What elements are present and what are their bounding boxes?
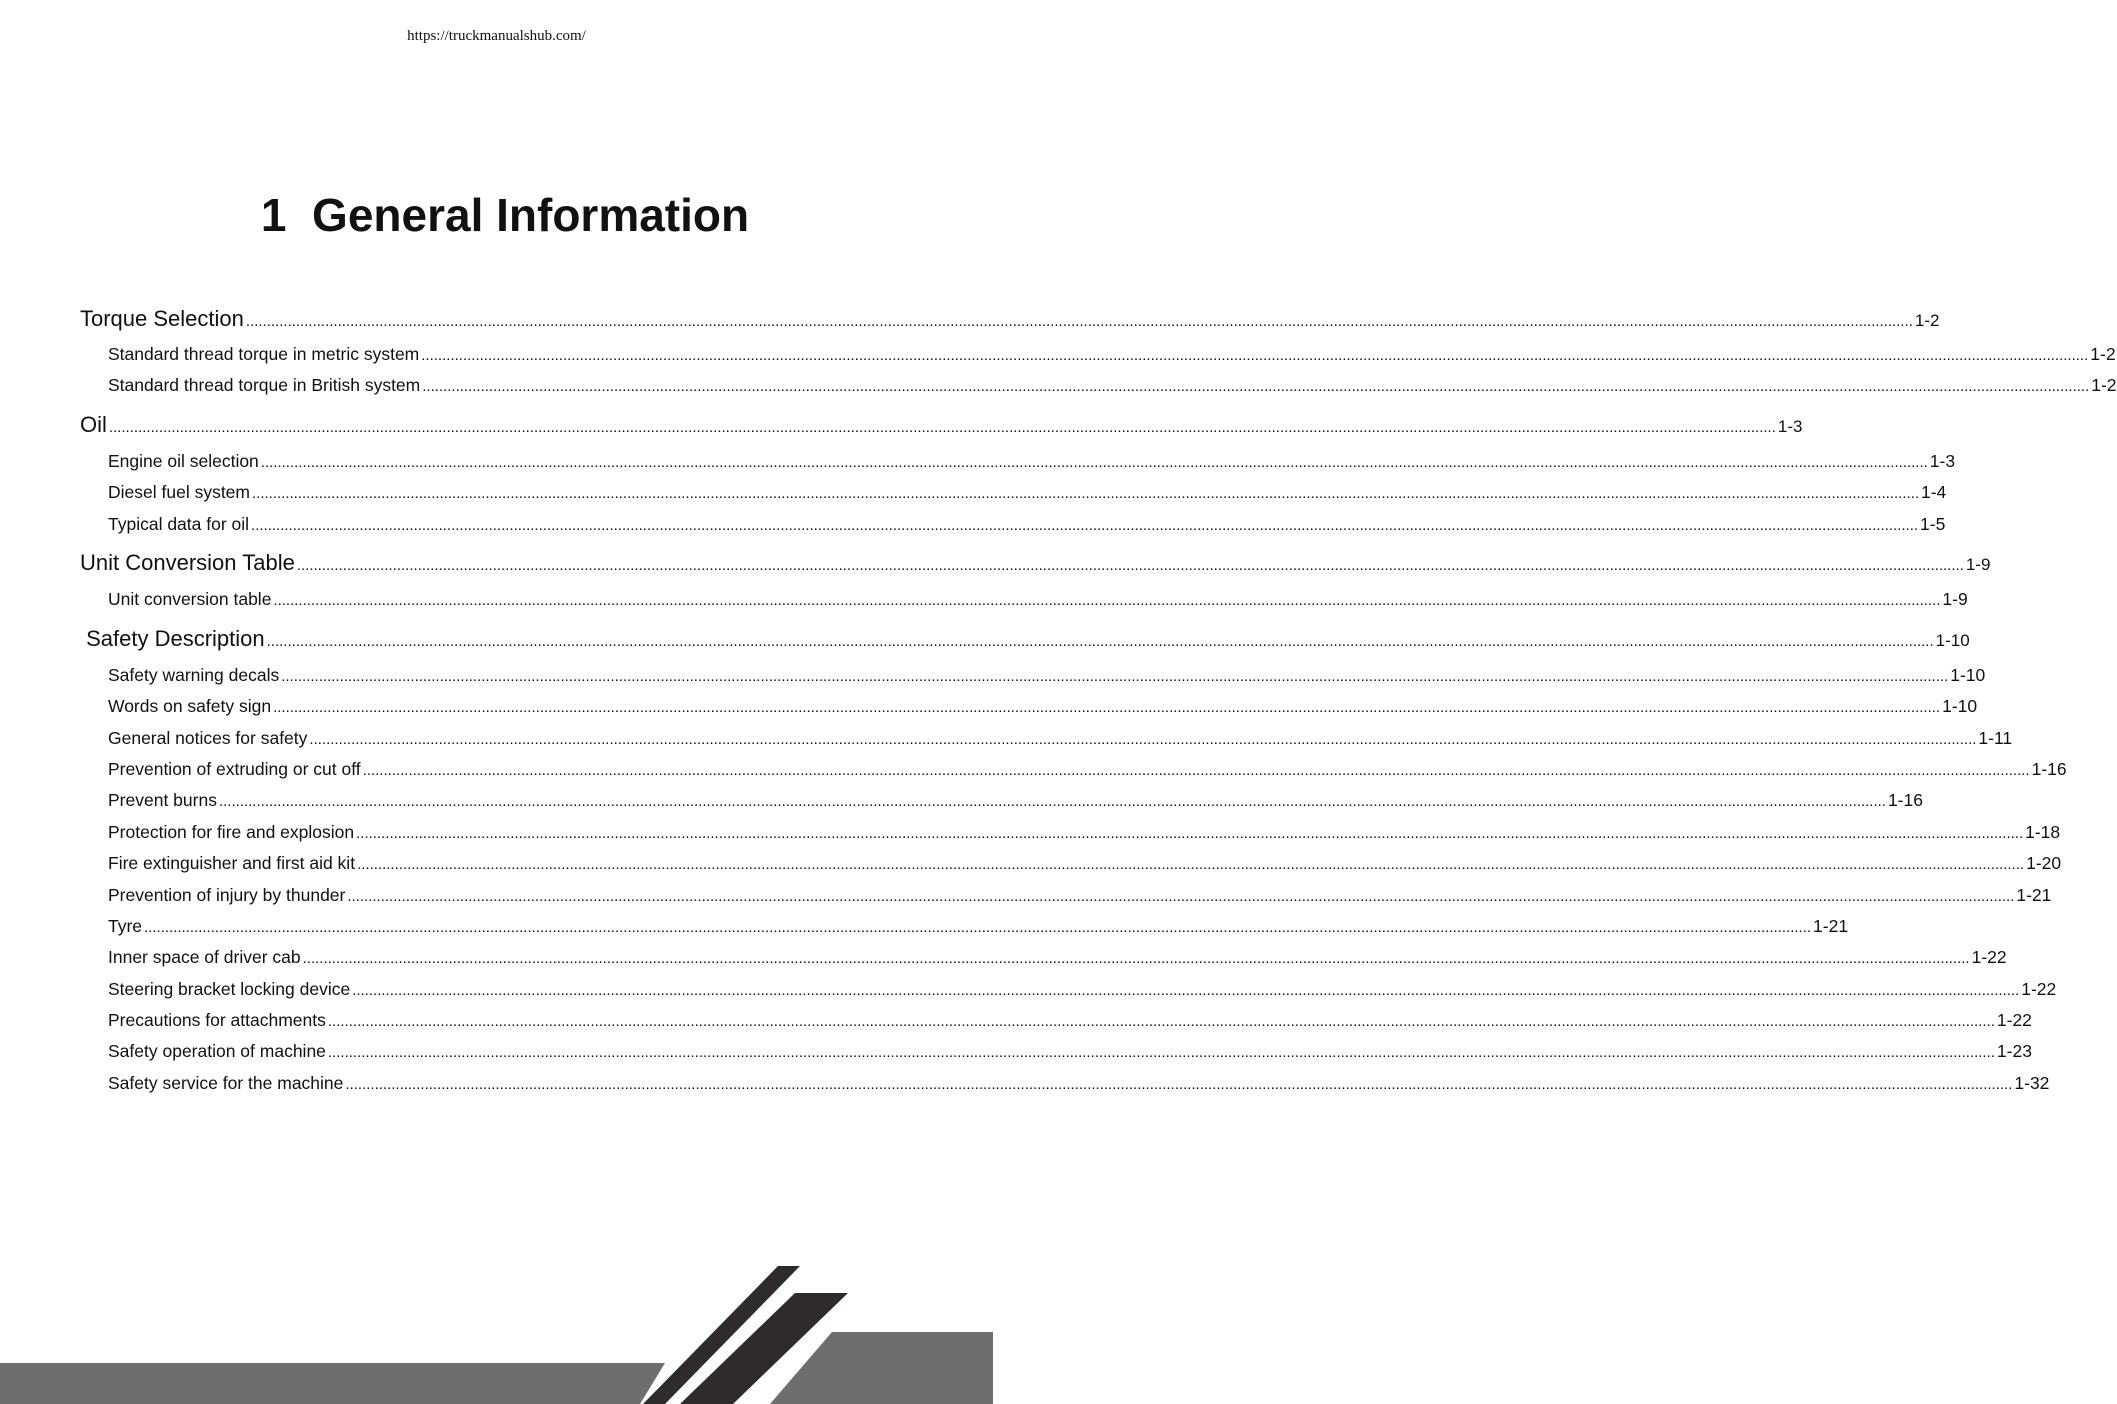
toc-entry-title: Engine oil selection: [108, 451, 259, 471]
toc-dot-leader: ................................................................................................................................................................................................................................................................................................................................................................................................................: [352, 982, 2020, 999]
toc-subsection-entry: [108, 1010, 2032, 1031]
toc-subsection-entry: [108, 1073, 2050, 1094]
toc-page-number: 1-4: [1921, 482, 1947, 502]
toc-entry-title: Unit conversion table: [108, 589, 272, 609]
toc-page-number: 1-22: [1971, 947, 2007, 967]
toc-page-number: 1-3: [1929, 451, 1956, 471]
toc-dot-leader: ................................................................................................................................................................................................................................................................................................................................................................................................................: [327, 1013, 1995, 1030]
toc-dot-leader: ................................................................................................................................................................................................................................................................................................................................................................................................................: [108, 419, 1776, 436]
toc-subsection-entry: [108, 696, 1978, 717]
toc-page-number: 1-9: [1942, 589, 1968, 609]
toc-dot-leader: ................................................................................................................................................................................................................................................................................................................................................................................................................: [327, 1044, 1995, 1061]
toc-section-entry: [80, 306, 1940, 332]
toc-page-number: 1-21: [2016, 885, 2052, 905]
footer-decoration: [0, 1260, 993, 1404]
toc-page-number: 1-2: [2091, 375, 2117, 395]
toc-entry-title: Prevention of extruding or cut off: [108, 759, 361, 779]
toc-subsection-entry: [108, 885, 2052, 906]
toc-entry-title: Tyre: [108, 916, 143, 936]
toc-page-number: 1-20: [2026, 853, 2062, 873]
toc-subsection-entry: [108, 979, 2057, 1000]
toc-entry-title: Safety operation of machine: [108, 1041, 326, 1061]
footer-band-right: [770, 1332, 993, 1404]
toc-section-entry: [80, 412, 1803, 438]
toc-dot-leader: ................................................................................................................................................................................................................................................................................................................................................................................................................: [357, 856, 2025, 873]
toc-subsection-entry: [108, 947, 2007, 968]
toc-page-number: 1-10: [1942, 696, 1978, 716]
toc-subsection-entry: [108, 759, 2067, 780]
toc-entry-title: Safety warning decals: [108, 665, 280, 685]
toc-entry-title: Prevent burns: [108, 790, 217, 810]
toc-subsection-entry: [108, 853, 2062, 874]
toc-entry-title: Oil: [80, 412, 107, 437]
toc-entry-title: Typical data for oil: [108, 514, 250, 534]
toc-entry-title: Prevention of injury by thunder: [108, 885, 346, 905]
toc-dot-leader: ................................................................................................................................................................................................................................................................................................................................................................................................................: [421, 347, 2089, 364]
toc-section-entry: [80, 626, 1970, 652]
toc-entry-title: Steering bracket locking device: [108, 979, 351, 999]
toc-subsection-entry: [108, 589, 1968, 610]
toc-entry-title: Fire extinguisher and first aid kit: [108, 853, 356, 873]
toc-dot-leader: ................................................................................................................................................................................................................................................................................................................................................................................................................: [144, 919, 1812, 936]
toc-dot-leader: ................................................................................................................................................................................................................................................................................................................................................................................................................: [251, 517, 1919, 534]
toc-dot-leader: ................................................................................................................................................................................................................................................................................................................................................................................................................: [273, 699, 1941, 716]
toc-dot-leader: ................................................................................................................................................................................................................................................................................................................................................................................................................: [362, 762, 2030, 779]
toc-page-number: 1-5: [1920, 514, 1946, 534]
toc-subsection-entry: [108, 482, 1947, 503]
toc-page-number: 1-2: [1914, 311, 1940, 330]
toc-page-number: 1-16: [1887, 790, 1923, 810]
toc-dot-leader: ................................................................................................................................................................................................................................................................................................................................................................................................................: [218, 793, 1886, 810]
toc-dot-leader: ................................................................................................................................................................................................................................................................................................................................................................................................................: [422, 378, 2090, 395]
toc-subsection-entry: [108, 514, 1946, 535]
toc-page-number: 1-2: [2090, 344, 2116, 364]
toc-subsection-entry: [108, 728, 2013, 749]
toc-subsection-entry: [108, 822, 2061, 843]
chapter-title: 1 General Information: [260, 189, 750, 241]
toc-subsection-entry: [108, 665, 1986, 686]
toc-page-number: 1-21: [1813, 916, 1849, 936]
toc-section-entry: [80, 550, 1991, 576]
toc-page-number: 1-23: [1996, 1041, 2032, 1061]
toc-page-number: 1-10: [1950, 665, 1986, 685]
toc-entry-title: General notices for safety: [108, 728, 308, 748]
toc-page-number: 1-22: [2021, 979, 2057, 999]
toc-dot-leader: ................................................................................................................................................................................................................................................................................................................................................................................................................: [273, 592, 1941, 609]
toc-dot-leader: ................................................................................................................................................................................................................................................................................................................................................................................................................: [345, 1076, 2013, 1093]
toc-dot-leader: ................................................................................................................................................................................................................................................................................................................................................................................................................: [281, 668, 1949, 685]
toc-page-number: 1-32: [2014, 1073, 2050, 1093]
toc-dot-leader: ................................................................................................................................................................................................................................................................................................................................................................................................................: [356, 825, 2024, 842]
toc-entry-title: Precautions for attachments: [108, 1010, 326, 1030]
toc-subsection-entry: [108, 1041, 2032, 1062]
toc-subsection-entry: [108, 451, 1956, 472]
toc-dot-leader: ................................................................................................................................................................................................................................................................................................................................................................................................................: [309, 731, 1977, 748]
toc-page-number: 1-18: [2025, 822, 2061, 842]
toc-page-number: 1-9: [1965, 555, 1991, 574]
toc-subsection-entry: [108, 916, 1849, 937]
toc-subsection-entry: [108, 375, 2117, 396]
toc-page-number: 1-3: [1777, 417, 1803, 436]
footer-band-left: [0, 1363, 665, 1404]
toc-dot-leader: ................................................................................................................................................................................................................................................................................................................................................................................................................: [260, 454, 1928, 471]
toc-dot-leader: ................................................................................................................................................................................................................................................................................................................................................................................................................: [252, 485, 1919, 502]
toc-page-number: 1-10: [1935, 631, 1970, 650]
toc-page-number: 1-16: [2031, 759, 2067, 779]
toc-subsection-entry: [108, 790, 1923, 811]
toc-entry-title: Standard thread torque in British system: [108, 375, 421, 395]
toc-page-number: 1-11: [1978, 728, 2013, 748]
toc-dot-leader: ................................................................................................................................................................................................................................................................................................................................................................................................................: [245, 313, 1913, 330]
toc-subsection-entry: [108, 344, 2116, 365]
toc-entry-title: Inner space of driver cab: [108, 947, 301, 967]
toc-dot-leader: ................................................................................................................................................................................................................................................................................................................................................................................................................: [302, 950, 1970, 967]
toc-entry-title: Safety Description: [80, 626, 265, 651]
header-url: https://truckmanualshub.com/: [407, 28, 586, 44]
toc-entry-title: Words on safety sign: [108, 696, 272, 716]
toc-dot-leader: ................................................................................................................................................................................................................................................................................................................................................................................................................: [347, 888, 2015, 905]
toc-page-number: 1-22: [1996, 1010, 2032, 1030]
toc-entry-title: Protection for fire and explosion: [108, 822, 355, 842]
toc-entry-title: Standard thread torque in metric system: [108, 344, 420, 364]
toc-entry-title: Diesel fuel system: [108, 482, 250, 502]
toc-entry-title: Torque Selection: [80, 306, 244, 331]
toc-entry-title: Safety service for the machine: [108, 1073, 344, 1093]
toc-entry-title: Unit Conversion Table: [80, 550, 295, 575]
toc-dot-leader: ................................................................................................................................................................................................................................................................................................................................................................................................................: [266, 633, 1934, 650]
toc-dot-leader: ................................................................................................................................................................................................................................................................................................................................................................................................................: [296, 557, 1964, 574]
